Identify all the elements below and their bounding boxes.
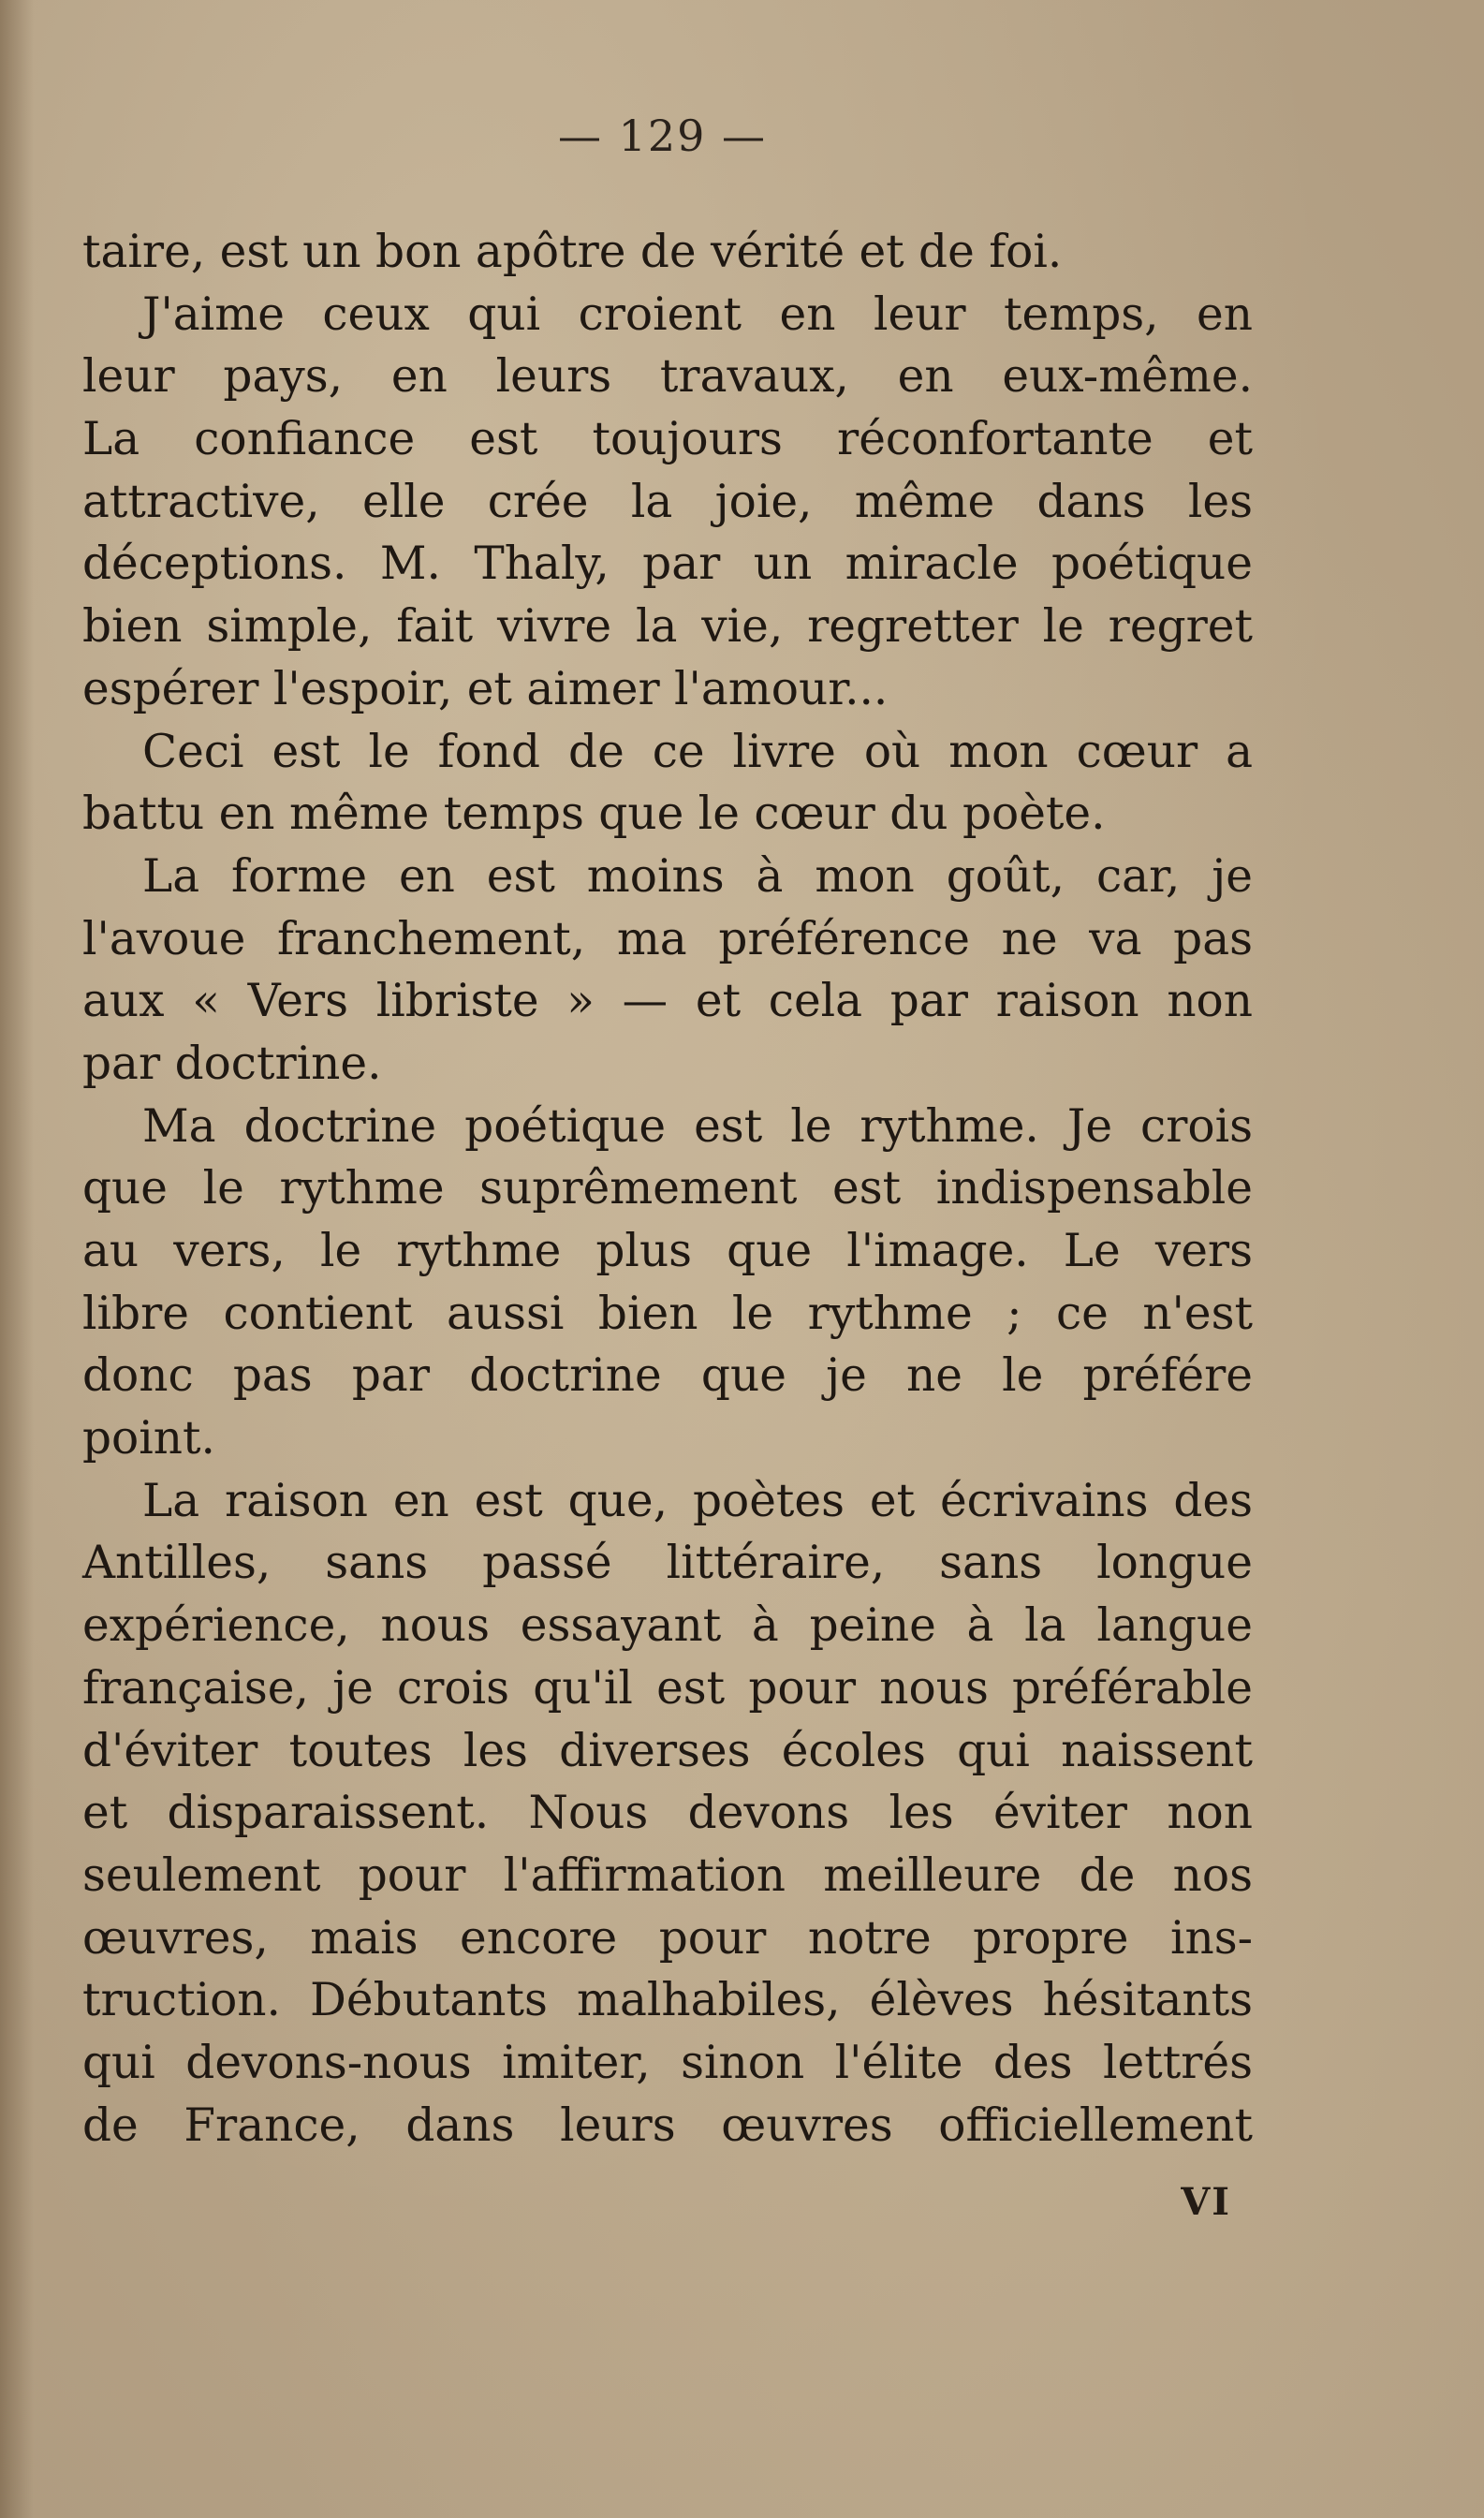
text-line: et disparaissent. Nous devons les éviter non	[82, 1787, 1253, 1840]
text-line: Antilles, sans passé littéraire, sans longue	[82, 1537, 1253, 1590]
text-line: Ceci est le fond de ce livre où mon cœur a	[142, 725, 1253, 778]
text-line: française, je crois qu'il est pour nous préférable	[82, 1661, 1253, 1715]
text-line: bien simple, fait vivre la vie, regretter le regret	[82, 600, 1253, 654]
text-line: attractive, elle crée la joie, même dans les	[82, 475, 1253, 528]
text-line: que le rythme suprêmement est indispensable	[82, 1162, 1253, 1215]
text-line: au vers, le rythme plus que l'image. Le vers	[82, 1225, 1253, 1277]
text-line: de France, dans leurs œuvres officiellement	[82, 2098, 1253, 2152]
text-line: point.	[82, 1412, 215, 1465]
text-line: déceptions. M. Thaly, par un miracle poétique	[82, 537, 1253, 591]
text-line: espérer l'espoir, et aimer l'amour...	[82, 662, 889, 715]
text-line: seulement pour l'affirmation meilleure de nos	[82, 1848, 1253, 1902]
text-line: battu en même temps que le cœur du poète.	[82, 788, 1106, 841]
text-line: Ma doctrine poétique est le rythme. Je crois	[142, 1099, 1253, 1153]
text-line: donc pas par doctrine que je ne le préfére	[82, 1349, 1253, 1403]
text-line: aux « Vers libriste » — et cela par raison non	[82, 975, 1253, 1028]
text-line: La raison en est que, poètes et écrivains des	[142, 1474, 1253, 1527]
text-line: d'éviter toutes les diverses écoles qui naissent	[82, 1724, 1253, 1777]
text-line: libre contient aussi bien le rythme ; ce n'est	[82, 1287, 1253, 1340]
text-line: truction. Débutants malhabiles, élèves hésitants	[82, 1974, 1253, 2027]
body-text	[82, 221, 1253, 2157]
text-line: œuvres, mais encore pour notre propre ins-	[82, 1911, 1253, 1965]
text-line: La confiance est toujours réconfortante et	[82, 413, 1253, 466]
text-line: taire, est un bon apôtre de vérité et de foi.	[82, 226, 1063, 278]
page-binding-shadow	[0, 0, 34, 2518]
text-line: qui devons-nous imiter, sinon l'élite des lettrés	[82, 2036, 1253, 2089]
page-number: — 129 —	[557, 110, 768, 161]
text-line: expérience, nous essayant à peine à la langue	[82, 1599, 1253, 1653]
signature-mark: VI	[1181, 2180, 1231, 2224]
text-line: leur pays, en leurs travaux, en eux-même.	[82, 350, 1253, 404]
text-line: par doctrine.	[82, 1037, 382, 1090]
text-line: l'avoue franchement, ma préférence ne va pas	[82, 912, 1253, 965]
text-line: J'aime ceux qui croient en leur temps, en	[142, 287, 1253, 341]
text-line: La forme en est moins à mon goût, car, je	[142, 849, 1253, 903]
